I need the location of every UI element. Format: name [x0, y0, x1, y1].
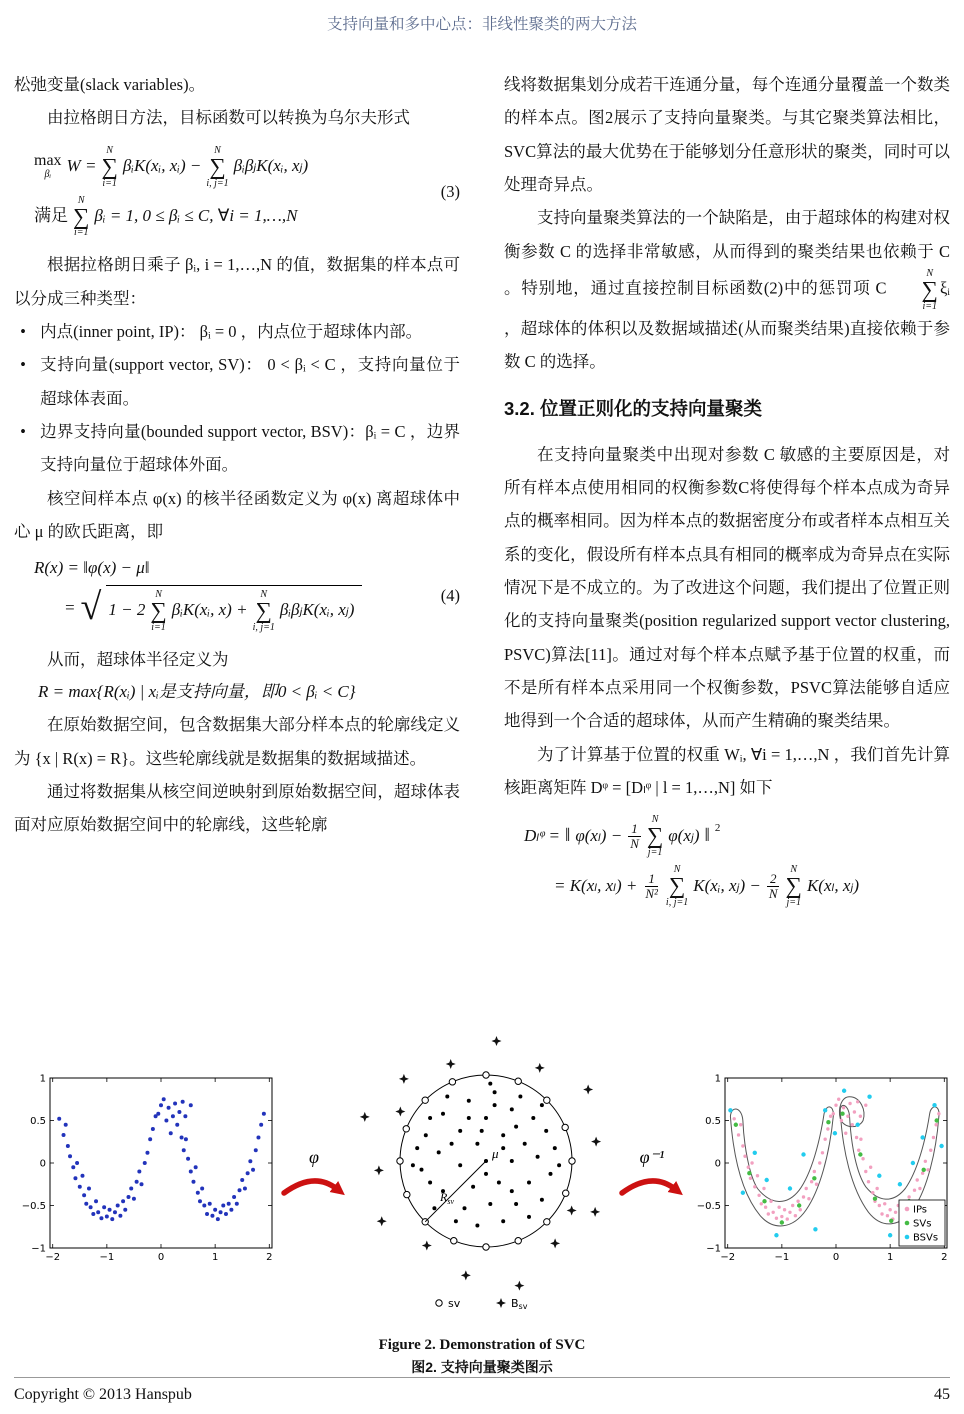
svg-text:1: 1: [887, 1252, 894, 1263]
equation-term: βᵢK(xᵢ, xᵢ) −: [122, 156, 202, 176]
superscript-2: 2: [714, 821, 721, 834]
paragraph-weights: 为了计算基于位置的权重 Wᵢ, ∀i = 1,…,N ，我们首先计算核距离矩阵 Dᵠ = [Dₗᵠ | l = 1,…,N] 如下: [504, 744, 950, 798]
sum-operator: N ∑ i=1: [150, 588, 167, 633]
svg-text:0: 0: [714, 1158, 722, 1170]
paragraph-radius-def: 从而，超球体半径定义为: [47, 649, 229, 669]
svg-text:−1: −1: [706, 1243, 722, 1255]
mapping-label: φ: [308, 1147, 319, 1167]
svg-text:−1: −1: [31, 1243, 46, 1255]
svg-text:2: 2: [266, 1252, 273, 1263]
equals-sign: =: [64, 598, 76, 618]
figure-caption: [14, 1337, 950, 1377]
phi-mapping-arrow: [277, 1145, 349, 1209]
svg-text:0: 0: [157, 1252, 165, 1263]
svg-text:sv: sv: [447, 1297, 460, 1310]
diagram-legend: [435, 1297, 527, 1311]
mu-label: μ: [491, 1146, 499, 1161]
sum-operator: N ∑ i=1: [101, 144, 118, 189]
svg-text:−1: −1: [774, 1252, 790, 1263]
figure-caption-en: Figure 2. Demonstration of SVC: [378, 1337, 586, 1353]
svg-text:0: 0: [39, 1158, 46, 1170]
svg-text:Bsv: Bsv: [510, 1297, 528, 1311]
svg-text:BSVs: BSVs: [913, 1232, 939, 1244]
list-item-support-vector: [14, 348, 460, 415]
fraction: $\frac{1}{\text{N²}}$: [645, 871, 658, 901]
running-title: 支持向量和多中心点：非线性聚类的两大方法: [326, 16, 637, 33]
radius-line: [425, 1161, 486, 1222]
paragraph-mapping: 通过将数据集从核空间逆映射到原始数据空间，超球体表面对应原始数据空间中的轮廓线，这些轮廓: [14, 781, 460, 835]
svg-text:0.5: 0.5: [705, 1116, 722, 1127]
right-column: [504, 68, 950, 1015]
equation-term: βᵢβⱼK(xᵢ, xⱼ): [233, 156, 309, 176]
svg-text:−0.5: −0.5: [21, 1201, 46, 1212]
equation-lhs: Dₗᵠ =: [524, 826, 561, 846]
svg-text:IPs: IPs: [913, 1204, 928, 1216]
equation-number: (4): [440, 585, 460, 605]
paragraph-slack-variables: 松弛变量(slack variables)。: [14, 75, 206, 94]
two-column-body: [14, 68, 950, 1015]
equation-constraint: βᵢ = 1, 0 ≤ βᵢ ≤ C, ∀i = 1,…,N: [94, 206, 298, 226]
sqrt-radical: √: [80, 586, 102, 629]
equation-lhs: W =: [66, 156, 97, 176]
norm-bar: ‖: [565, 824, 571, 846]
radius-label: $R_{sv}$: [439, 1190, 454, 1206]
list-item-text: 边界支持向量(bounded support vector, BSV)：βᵢ = C ，边界支持向量位于超球体外面。: [40, 421, 460, 475]
phi-inverse-mapping-arrow: [615, 1145, 687, 1209]
equation-4: [14, 558, 460, 632]
bounded-support-vector-markers: [359, 1036, 600, 1291]
equation-radius: R = max{R(xᵢ) | xᵢ是支持向量，即0 < βᵢ < C}: [38, 681, 356, 701]
paragraph-run: ξᵢ ，超球体的体积以及数据域描述(从而聚类结果)直接依赖于参数 C 的选择。: [504, 278, 950, 372]
page-number: 45: [934, 1386, 950, 1403]
svg-text:−2: −2: [720, 1252, 736, 1263]
svg-text:1: 1: [714, 1073, 722, 1085]
fraction: $\frac{1}{N}$: [630, 821, 639, 851]
list-item-inner-point: [14, 315, 460, 348]
sum-operator: N ∑ i=1: [921, 267, 938, 312]
figure-2: [14, 1027, 950, 1377]
max-operator: max βᵢ: [34, 152, 62, 180]
paragraph-psvc: 在支持向量聚类中出现对参数 C 敏感的主要原因是，对所有样本点使用相同的权衡参数C将使得每个样本点成为奇异点的概率相同。因为样本点的数据密度分布或者样本点相互关系的变化，假设所有样本点具有相同的概率成为奇异点在实际情况下是不成立的。为了改进这个问题，我们提出了位置正则化的支持向量聚类(position regularized support vector clustering, PSVC)算法[11]。通过对每个样本点赋予基于位置的权重，而不是所有样本点采用同一个权衡参数，PSVC算法能够自适应地得到一个合适的超球体，从而产生精确的聚类结果。: [504, 444, 950, 731]
sum-operator: N ∑ i, j=1: [206, 144, 229, 189]
arrow-shaft: [622, 1181, 675, 1193]
subject-to-label: 满足: [34, 206, 68, 226]
mapping-label: φ⁻¹: [639, 1147, 665, 1167]
sum-operator: N ∑ i, j=1: [665, 864, 689, 909]
paragraph-lagrange: 由拉格朗日方法，目标函数可以转换为乌尔夫形式: [47, 108, 410, 128]
sum-operator: N ∑ i=1: [73, 194, 90, 239]
sum-operator: N ∑ j=1: [646, 814, 664, 859]
list-item-text: 内点(inner point, IP)： βᵢ = 0 ，内点位于超球体内部。: [40, 322, 423, 341]
equation-term: R(x) = ‖φ(x) − μ‖: [34, 558, 150, 578]
svg-text:1: 1: [211, 1252, 219, 1263]
figure-caption-zh: 图2. 支持向量聚类图示: [411, 1359, 553, 1375]
copyright-text: Copyright © 2013 Hanspub: [14, 1386, 192, 1403]
equation-kernel-distance: Dₗᵠ = ‖ φ(xₗ) − $\frac{1}{N}$ N ∑ j=1 φ(xⱼ) ‖ 2 = K(xₗ, xₗ) + $\frac{1}{\text{N²}}$ N ∑ i, j=1 K(xᵢ, xⱼ) − $\frac{2}{N}$ N ∑ j=1 K(xₗ, xⱼ): [524, 814, 859, 909]
clustering-result-scatter-plot: [689, 1068, 950, 1286]
paragraph-multipliers: 根据拉格朗日乘子 βᵢ, i = 1,…,N 的值，数据集的样本点可以分成三种类型：: [14, 255, 460, 308]
equation-number: (3): [440, 181, 460, 201]
equation-3: [14, 145, 460, 239]
sqrt-body: 1 − 2 N ∑ i=1 βᵢK(xᵢ, x) + N ∑ i, j=1 βᵢβⱼK(xᵢ, xⱼ): [106, 585, 362, 633]
paragraph-run: 支持向量聚类算法的一个缺陷是，由于超球体的构建对权衡参数 C 的选择非常敏感，从而得到的聚类结果也依赖于 C 。特别地，通过直接控制目标函数(2)中的惩罚项 C: [504, 208, 950, 298]
sum-operator: N ∑ j=1: [785, 864, 802, 909]
svg-text:−0.5: −0.5: [697, 1201, 722, 1212]
paragraph-kernel-radius: 核空间样本点 φ(x) 的核半径函数定义为 φ(x) 离超球体中心 μ 的欧氏距离，即: [14, 488, 460, 541]
bullet-icon: •: [20, 322, 26, 341]
svg-text:0.5: 0.5: [30, 1116, 46, 1127]
kernel-space-hypersphere-diagram: [351, 1027, 614, 1327]
paragraph-contour: 在原始数据空间，包含数据集大部分样本点的轮廓线定义为 {x | R(x) = R}。这些轮廓线就是数据集的数据域描述。: [14, 715, 460, 768]
plot-legend: [899, 1200, 945, 1246]
svg-text:−2: −2: [45, 1252, 61, 1263]
svg-text:1: 1: [39, 1073, 46, 1085]
left-column: [14, 68, 460, 1015]
page-footer: [14, 1377, 950, 1404]
svg-text:0: 0: [833, 1252, 840, 1263]
svg-text:2: 2: [941, 1252, 948, 1263]
bullet-icon: •: [20, 355, 26, 375]
input-space-scatter-plot: [14, 1068, 275, 1286]
arrow-shaft: [284, 1181, 337, 1193]
svg-text:−1: −1: [99, 1252, 115, 1263]
paragraph-svc-drawback: [504, 201, 950, 378]
norm-bar: ‖: [704, 824, 710, 846]
inner-points: [411, 1082, 561, 1228]
sum-operator: N ∑ i, j=1: [252, 588, 275, 633]
list-item-bounded-support-vector: [14, 415, 460, 482]
running-header: [14, 12, 950, 34]
svg-text:SVs: SVs: [913, 1218, 932, 1230]
bullet-icon: •: [20, 421, 26, 441]
fraction: $\frac{2}{N}$: [768, 871, 778, 901]
paragraph-components: 线将数据集划分成若干连通分量，每个连通分量覆盖一个数类的样本点。图2展示了支持向量聚类。与其它聚类算法相比，SVC算法的最大优势在于能够划分任意形状的聚类，同时可以处理奇异点。: [504, 75, 950, 194]
section-heading-3-2: 3.2. 位置正则化的支持向量聚类: [504, 398, 762, 420]
list-item-text: 支持向量(support vector, SV)： 0 < βᵢ < C ，支持向量位于超球体表面。: [40, 355, 460, 408]
